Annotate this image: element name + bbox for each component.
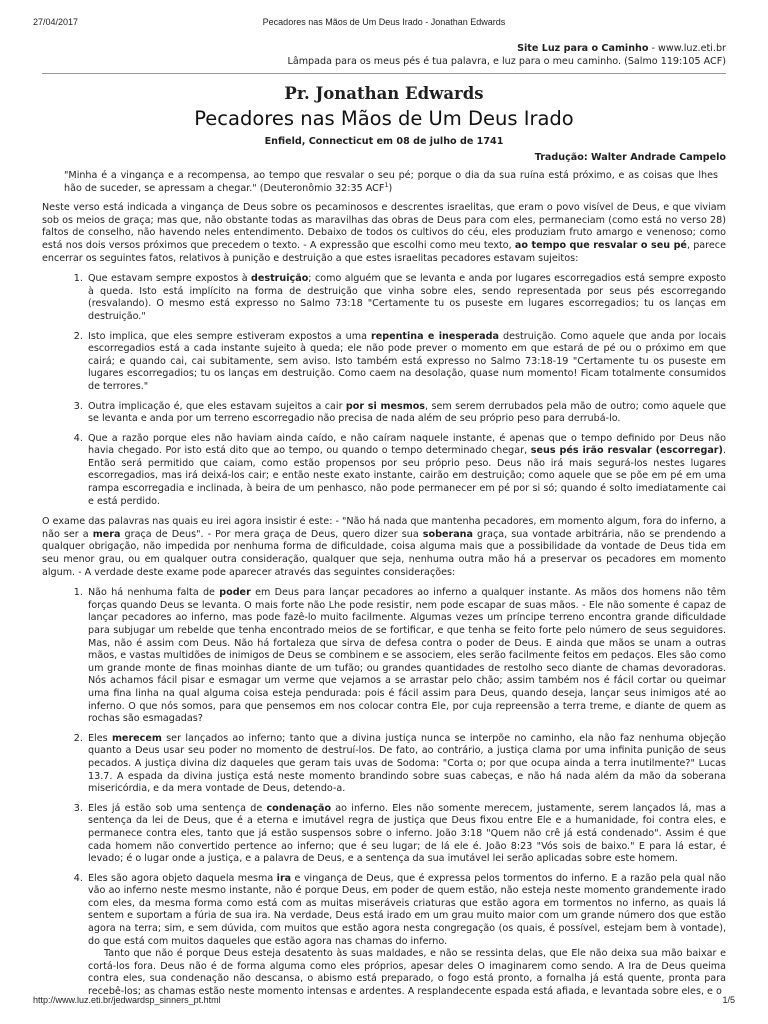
sermon-title: Pecadores nas Mãos de Um Deus Irado	[194, 107, 574, 130]
list-item: 1. Não há nenhuma falta de poder em Deus para lançar pecadores ao inferno a qualquer instante. As mãos dos homens não têm forças quando Deus se levanta. O mais forte não Lhe pode resistir, nem pode escapar de suas mãos. - Ele não somente é capaz de lançar pecadores ao inferno, mas pode fazê-lo muito facilmente. Algumas vezes um príncipe terreno encontra grande dificuldade para subjugar um rebelde que tenha encontrado meios de se fortificar, e que tenha se feito forte pelo número de seus seguidores. Mas, não é assim com Deus. Não há fortaleza que sirva de defesa contra o poder de Deus. E ainda que mãos se unam a outras mãos, e vastas multidões de inimigos de Deus se combinem e se associem, eles serão facilmente feitos em pedaços. Eles são como um grande monte de finas moinhas diante de um tufão; ou grandes quantidades de restolho seco diante de chamas devoradoras. Nós achamos fácil pisar e esmagar um verme que vejamos a se arrastar pelo chão; assim também nos é fácil cortar ou queimar uma fina linha na qual alguma coisa esteja pendurada: pois é fácil assim para Deus, quando deseja, lançar seus inimigos até ao inferno. O que nós somos, para que pensemos em nos colocar contra Ele, por cuja repreensão a terra treme, e diante de quem as rochas são esmagadas?	[86, 587, 726, 726]
print-url: http://www.luz.eti.br/jedwardsp_sinners_pt.html	[33, 995, 221, 1005]
footnote-link[interactable]: 1	[384, 180, 389, 189]
print-date: 27/04/2017	[33, 17, 79, 27]
list-item: 4. Que a razão porque eles não haviam ainda caído, e não caíram naquele instante, é apenas que o tempo definido por Deus não havia chegado. Por isto está dito que ao tempo, ou quando o tempo determinado chegar, seus pés irão resvalar (escorregar). Então será permitido que caiam, como estão propensos por seu próprio peso. Deus não irá mais segurá-los nestes lugares escorregadios, mas irá deixá-los cair; e então neste exato instante, cairão em destruição; como aquele que se põe em pé em uma rampa escorregadia e inclinada, à beira de um penhasco, não pode permanecer em pé por si só; quando é solto imediatamente cai e está perdido.	[86, 433, 726, 509]
intro-paragraph: Neste verso está indicada a vingança de Deus sobre os pecaminosos e descrentes israelitas, que eram o povo visível de Deus, e que viviam sob os meios de graça; mas que, não obstante todas as maravilhas das obras de Deus para com eles, permaneciam (como está no verso 28) faltos de conselho, não havendo neles entendimento. Debaixo de todos os cultivos do céu, eles produziam fruto amargo e venenoso; como está nos dois versos próximos que precedem o texto. - A expressão que escolhi como meu texto, ao tempo que resvalar o seu pé, parece encerrar os seguintes fatos, relativos à punição e destruição a que estes israelitas pecadores estavam sujeitos:	[42, 202, 726, 264]
site-header	[287, 42, 726, 68]
site-name-line	[287, 42, 726, 55]
list-item: 1. Que estavam sempre expostos à destruição; como alguém que se levanta e anda por lugares escorregadios está sempre exposto à queda. Isto está implícito na forma de destruição que vinha sobre eles, sendo representada por seus pés escorregando (resvalando). O mesmo está expresso no Salmo 73:18 "Certamente tu os puseste em lugares escorregadios; tu os lanças em destruição."	[86, 273, 726, 323]
site-motto: Lâmpada para os meus pés é tua palavra, e luz para o meu caminho. (Salmo 119:105 ACF)	[287, 56, 726, 67]
list-item-continuation: Tanto que não é porque Deus esteja desatento às suas maldades, e não se ressinta delas, que Ele não deixa sua mão baixar e cortá-los fora. Deus não é de forma alguma como eles próprios, apesar deles O imaginarem como sendo. A Ira de Deus queima contra eles, sua condenação não descansa, o abismo está preparado, o fogo está pronto, a fornalha já está quente, pronta para recebê-los; as chamas estão neste momento intensas e ardentes. A resplandecente espada está afiada, e levantada sobre eles, e o	[88, 948, 726, 998]
sermon-place-date: Enfield, Connecticut em 08 de julho de 1741	[264, 136, 504, 147]
header-divider	[42, 73, 726, 74]
list-item: 3. Eles já estão sob uma sentença de condenação ao inferno. Eles não somente merecem, justamente, serem lançados lá, mas a sentença da lei de Deus, que é a eterna e imutável regra de justiça que Deus fixou entre Ele e a humanidade, foi contra eles, e permanece contra eles, tanto que já estão suspensos sobre o inferno. João 3:18 "Quem não crê já está condenado". Assim é que cada homem não convertido pertence ao inferno; que é seu lugar; de lá ele é. João 8:23 "Vós sois de baixo." E para lá estar, é levado; é o lugar onde a justiça, e a palavra de Deus, e a sentença da sua imutável lei serão aplicadas sobre este homem.	[86, 803, 726, 866]
epigraph: "Minha é a vingança e a recompensa, ao tempo que resvalar o seu pé; porque o dia da sua ruína está próximo, e as coisas que lhes hão de suceder, se apressam a chegar." (Deuteronômio 32:35 ACF$^1$)	[64, 170, 718, 194]
list-item: 4. Eles são agora objeto daquela mesma ira e vingança de Deus, que é expressa pelos tormentos do inferno. E a razão pela qual não vão ao inferno neste mesmo instante, não é porque Deus, em poder de quem estão, não esteja neste momento grandemente irado com eles, da mesma forma como está com as muitas miseráveis criaturas que estão agora em tormentos no inferno, as quais lá sentem e suportam a fúria de sua ira. Na verdade, Deus está irado em um grau muito maior com um grande número dos que estão agora na terra; sim, e sem dúvida, com muitos que estão agora nesta congregação (os quais, é possível, estejam bem à vontade), do que está com muitos daqueles que estão agora nas chamas do inferno. Tanto que não é porque Deus esteja desatento às suas maldades, e não se ressinta delas, que Ele não deixa sua mão baixar e cortá-los fora. Deus não é de forma alguma como eles próprios, apesar deles O imaginarem como sendo. A Ira de Deus queima contra eles, sua condenação não descansa, o abismo está preparado, o fogo está pronto, a fornalha já está quente, pronta para recebê-los; as chamas estão neste momento intensas e ardentes. A resplandecente espada está afiada, e levantada sobre eles, e o	[86, 873, 726, 999]
sermon-body	[42, 170, 726, 1007]
print-page-number: 1/5	[722, 995, 735, 1005]
implications-list	[42, 273, 726, 508]
translator-credit: Tradução: Walter Andrade Campelo	[534, 152, 726, 163]
site-name[interactable]: Site Luz para o Caminho	[517, 43, 649, 54]
list-item: 2. Isto implica, que eles sempre estiveram expostos a uma repentina e inesperada destruição. Como aquele que anda por locais escorregadios está a cada instante sujeito à queda; ele não pode prever o momento em que estará de pé ou o próximo em que cairá; e quando cai, cai subitamente, sem aviso. Isto também está expresso no Salmo 73:18-19 "Certamente tu os puseste em lugares escorregadios; tu os lanças em destruição. Como caem na desolação, quase num momento! Ficam totalmente consumidos de terrores."	[86, 331, 726, 394]
considerations-list	[42, 587, 726, 998]
author-heading: Pr. Jonathan Edwards	[284, 84, 484, 103]
site-url[interactable]: - www.luz.eti.br	[648, 43, 726, 54]
list-item: 3. Outra implicação é, que eles estavam sujeitos a cair por si mesmos, sem serem derrubados pela mão de outro; como aquele que se levanta e anda por um terreno escorregadio não precisa de nada além de seu próprio peso para derrubá-lo.	[86, 401, 726, 426]
list-item: 2. Eles merecem ser lançados ao inferno; tanto que a divina justiça nunca se interpõe no caminho, ela não faz nenhuma objeção quanto a Deus usar seu poder no momento de destruí-los. De fato, ao contrário, a justiça clama por uma infinita punição de seus pecados. A justiça divina diz daqueles que geram tais uvas de Sodoma: "Corta o; por que ocupa ainda a terra inutilmente?" Lucas 13.7. A espada da divina justiça está neste momento brandindo sobre suas cabeças, e não há nada além da mão da soberana misericórdia, e da mera vontade de Deus, detendo-a.	[86, 733, 726, 796]
exam-paragraph: O exame das palavras nas quais eu irei agora insistir é este: - "Não há nada que mantenha pecadores, em momento algum, fora do inferno, a não ser a mera graça de Deus". - Por mera graça de Deus, quero dizer sua soberana graça, sua vontade arbitrária, não se prendendo a qualquer obrigação, não impedida por nenhuma forma de dificuldade, coisa alguma mais que a possibilidade da vontade de Deus tida em seu menor grau, ou em qualquer outra consideração, qualquer que seja, nenhuma outra mão há a preservar os pecadores em momento algum. - A verdade deste exame pode aparecer através das seguintes considerações:	[42, 516, 727, 578]
print-page-title: Pecadores nas Mãos de Um Deus Irado - Jonathan Edwards	[262, 17, 506, 27]
